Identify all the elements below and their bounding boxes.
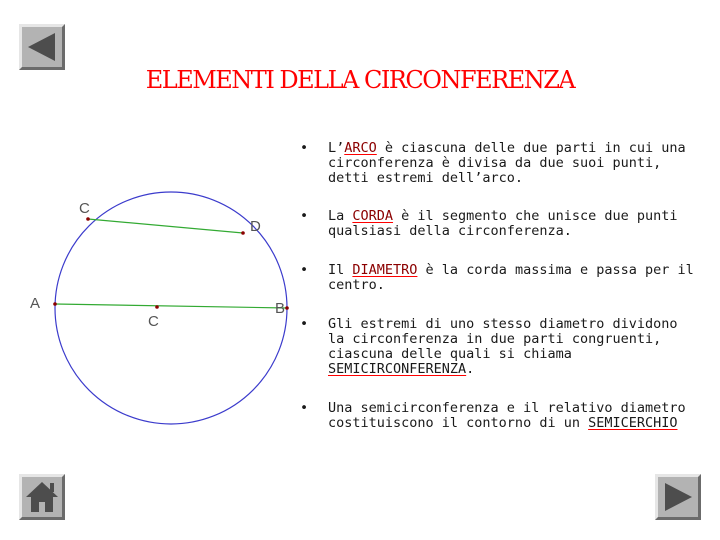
home-button[interactable] [19,474,65,520]
chord-line [88,219,243,233]
text-before: La [328,208,353,224]
next-arrow-icon [658,477,698,517]
home-icon [22,477,62,517]
text-after: . [466,361,475,377]
text-after: è il segmento che unisce due punti qualsiasi della circonferenza. [328,208,678,239]
keyword-arco: ARCO [344,140,377,156]
page-title: ELEMENTI DELLA CIRCONFERENZA [145,66,575,94]
keyword-semicirconferenza: SEMICIRCONFERENZA [328,361,467,377]
diameter-line [55,304,287,308]
point-c [86,217,90,221]
bullet-dot: • [300,262,309,278]
bullet-dot: • [300,208,309,224]
keyword-corda: CORDA [352,208,394,224]
text-before: L’ [328,140,345,156]
point-b [285,306,289,310]
next-button[interactable] [655,474,701,520]
bullet-dot: • [300,316,309,332]
text-after: è la corda massima e passa per il centro. [328,262,694,293]
label-d: D [250,218,261,235]
text-before: Il [328,262,353,278]
label-center: C [148,313,159,330]
bullet-dot: • [300,140,309,156]
label-c-chord: C [79,200,90,217]
text-after: è ciascuna delle due parti in cui una circonferenza è divisa da due suoi punti, detti estremi dell’arco. [328,140,686,186]
text-before: Gli estremi di uno stesso diametro dividono la circonferenza in due parti congruenti, ciascuna delle quali si chiama [328,316,678,362]
center-point [155,305,159,309]
label-a: A [30,295,41,312]
label-b: B [275,300,286,317]
point-a [53,302,57,306]
point-d [241,231,245,235]
bullet-dot: • [300,400,309,416]
keyword-semicerchio: SEMICERCHIO [588,415,678,431]
keyword-diametro: DIAMETRO [352,262,418,278]
text-before: Una semicirconferenza e il relativo diametro costituiscono il contorno di un [328,400,686,431]
